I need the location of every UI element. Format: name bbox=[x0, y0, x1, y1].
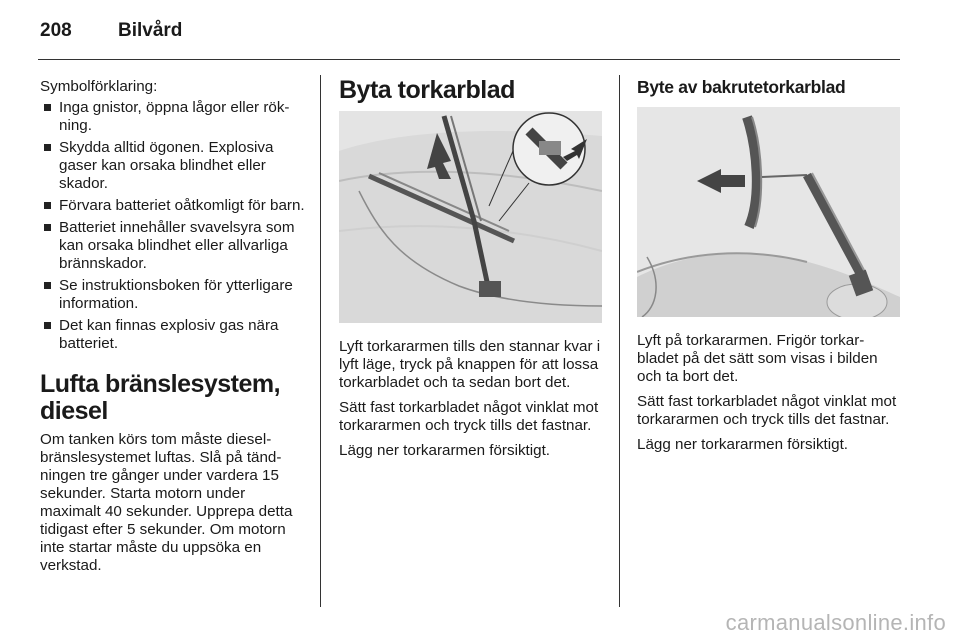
column-divider-2 bbox=[619, 75, 620, 607]
fuel-system-heading: Lufta bränslesystem, diesel bbox=[40, 370, 281, 425]
wiper-instruction-3: Lägg ner torkararmen försiktigt. bbox=[339, 442, 551, 459]
bullet-square-icon bbox=[44, 104, 51, 111]
column-right bbox=[637, 76, 903, 98]
wiper-instruction-2: Sätt fast torkarbladet något vinklat mot torkararmen och tryck tills det fastnar. bbox=[339, 399, 599, 434]
list-item: Batteriet innehåller svavelsyra som kan orsaka blindhet eller allvarliga brännskador. bbox=[40, 219, 308, 273]
bullet-square-icon bbox=[44, 144, 51, 151]
watermark: carmanualsonline.info bbox=[725, 610, 946, 635]
symbol-legend-list bbox=[40, 99, 308, 353]
rear-wiper-illustration bbox=[637, 107, 900, 317]
bullet-square-icon bbox=[44, 322, 51, 329]
wiper-instruction-1: Lyft torkararmen tills den stannar kvar i lyft läge, tryck på knappen för att lossa torkarbladet och ta sedan bort det. bbox=[339, 338, 601, 391]
list-item: Skydda alltid ögonen. Explosiva gaser kan orsaka blindhet eller skador. bbox=[40, 139, 308, 193]
symbol-legend-intro: Symbolförklaring: bbox=[40, 78, 158, 95]
rear-wiper-heading: Byte av bakrutetorkarblad bbox=[637, 77, 846, 97]
windscreen-wiper-illustration bbox=[339, 111, 602, 323]
column-middle-text bbox=[339, 338, 605, 467]
list-item: Se instruktionsboken för ytterligare information. bbox=[40, 277, 308, 313]
bullet-square-icon bbox=[44, 202, 51, 209]
column-divider-1 bbox=[320, 75, 321, 607]
rear-wiper-instruction-3: Lägg ner torkararmen försiktigt. bbox=[637, 436, 849, 453]
rear-wiper-instruction-1: Lyft på torkararmen. Frigör torkar- bladet på det sätt som visas i bilden och ta bort det. bbox=[637, 332, 878, 385]
list-item: Det kan finnas explosiv gas nära batteriet. bbox=[40, 317, 308, 353]
section-title: Bilvård bbox=[118, 20, 183, 41]
column-left bbox=[40, 78, 308, 582]
bullet-square-icon bbox=[44, 224, 51, 231]
wiper-blade-heading: Byta torkarblad bbox=[339, 76, 515, 104]
fuel-system-body: Om tanken körs tom måste diesel- bränslesystemet luftas. Slå på tänd- ningen tre gånger under vardera 15 sekunder. Starta motorn under maximalt 40 sekunder. Upprepa detta tidigast efter 5 sekunder. Om motorn inte startar måste du uppsöka en verkstad. bbox=[40, 431, 293, 574]
rear-wiper-instruction-2: Sätt fast torkarbladet något vinklat mot torkararmen och tryck tills det fastnar. bbox=[637, 393, 897, 428]
list-item: Förvara batteriet oåtkomligt för barn. bbox=[40, 197, 308, 215]
column-middle bbox=[339, 76, 605, 104]
bullet-square-icon bbox=[44, 282, 51, 289]
page-number: 208 bbox=[40, 20, 72, 41]
header-rule bbox=[38, 59, 900, 60]
list-item: Inga gnistor, öppna lågor eller rök- ning. bbox=[40, 99, 308, 135]
column-right-text bbox=[637, 332, 903, 461]
